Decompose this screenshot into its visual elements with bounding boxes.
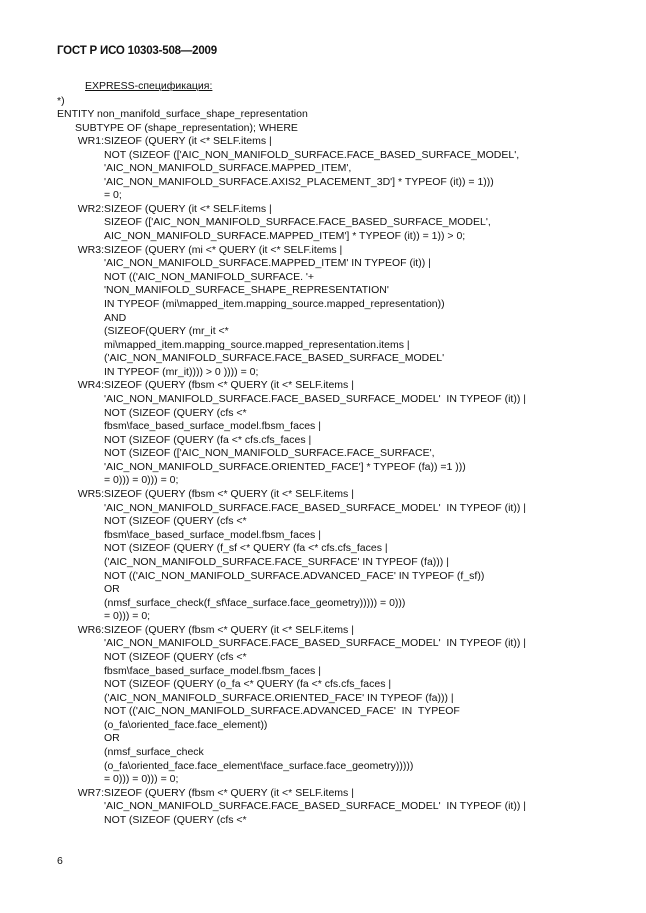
code-text: = 0))) = 0; <box>104 610 151 623</box>
code-text: (o_fa\oriented_face.face_element\face_surface.face_geometry))))) <box>104 759 414 772</box>
code-line <box>0 719 646 733</box>
code-text: OR <box>104 732 120 745</box>
code-text: SIZEOF (QUERY (fbsm <* QUERY (it <* SELF.items | <box>104 379 354 392</box>
code-text: SIZEOF (QUERY (it <* SELF.items | <box>104 135 272 147</box>
code-text: NOT (('AIC_NON_MANIFOLD_SURFACE. '+ <box>104 270 315 283</box>
code-line <box>0 556 646 570</box>
code-line <box>0 692 646 706</box>
code-line <box>0 814 646 828</box>
code-line <box>0 407 646 421</box>
code-line <box>0 597 646 611</box>
code-text: AIC_NON_MANIFOLD_SURFACE.MAPPED_ITEM'] * TYPEOF (it)) = 1)) > 0; <box>104 230 466 243</box>
entity-declaration: ENTITY non_manifold_surface_shape_representation <box>57 108 308 120</box>
code-block <box>0 135 646 827</box>
code-line <box>0 176 646 190</box>
rule-label: WR5: <box>77 488 104 501</box>
code-text: (nmsf_surface_check <box>104 746 204 759</box>
code-text: fbsm\face_based_surface_model.fbsm_faces | <box>104 420 321 433</box>
code-line <box>0 135 646 149</box>
comment-end: *) <box>57 95 65 107</box>
code-line <box>0 366 646 380</box>
code-line <box>0 325 646 339</box>
code-text: 'AIC_NON_MANIFOLD_SURFACE.FACE_BASED_SURFACE_MODEL' IN TYPEOF (it)) | <box>104 800 526 813</box>
code-text: mi\mapped_item.mapping_source.mapped_representation.items | <box>104 338 410 351</box>
code-line <box>0 244 646 258</box>
code-line <box>0 379 646 393</box>
code-text: 'AIC_NON_MANIFOLD_SURFACE.MAPPED_ITEM', <box>104 162 352 175</box>
code-line <box>0 339 646 353</box>
code-text: 'AIC_NON_MANIFOLD_SURFACE.MAPPED_ITEM' IN TYPEOF (it)) | <box>104 257 431 270</box>
code-text: 'AIC_NON_MANIFOLD_SURFACE.FACE_BASED_SURFACE_MODEL' IN TYPEOF (it)) | <box>104 392 526 405</box>
code-line <box>0 529 646 543</box>
code-line <box>0 570 646 584</box>
code-line <box>0 583 646 597</box>
code-line <box>0 705 646 719</box>
code-text: = 0))) = 0))) = 0; <box>104 474 179 487</box>
code-text: NOT (SIZEOF (QUERY (fa <* cfs.cfs_faces | <box>104 433 312 446</box>
code-line <box>0 800 646 814</box>
code-line <box>0 420 646 434</box>
code-line <box>0 393 646 407</box>
spec-heading: EXPRESS-спецификация: <box>85 80 213 92</box>
rule-label: WR4: <box>77 379 104 392</box>
code-text: fbsm\face_based_surface_model.fbsm_faces | <box>104 528 321 541</box>
code-line <box>0 651 646 665</box>
code-text: IN TYPEOF (mr_it)))) > 0 )))) = 0; <box>104 365 259 378</box>
code-line <box>0 298 646 312</box>
code-text: OR <box>104 583 120 596</box>
code-text: 'NON_MANIFOLD_SURFACE_SHAPE_REPRESENTATION' <box>104 284 389 297</box>
code-line <box>0 610 646 624</box>
code-text: SIZEOF (['AIC_NON_MANIFOLD_SURFACE.FACE_BASED_SURFACE_MODEL', <box>104 216 491 229</box>
code-text: NOT (SIZEOF (QUERY (cfs <* <box>104 406 247 419</box>
code-text: SIZEOF (QUERY (fbsm <* QUERY (it <* SELF.items | <box>104 786 354 799</box>
code-line <box>0 678 646 692</box>
code-line <box>0 271 646 285</box>
code-text: = 0; <box>104 189 122 202</box>
rule-label: WR3: <box>77 243 104 256</box>
rule-label: WR1: <box>77 135 104 147</box>
code-text: NOT (SIZEOF (QUERY (cfs <* <box>104 515 247 528</box>
code-line <box>0 488 646 502</box>
code-text: ('AIC_NON_MANIFOLD_SURFACE.FACE_BASED_SURFACE_MODEL' <box>104 352 445 365</box>
code-text: (nmsf_surface_check(f_sf\face_surface.face_geometry))))) = 0))) <box>104 596 406 609</box>
code-line <box>0 203 646 217</box>
code-line <box>0 542 646 556</box>
rule-label: WR6: <box>77 623 104 636</box>
page-number: 6 <box>57 855 63 867</box>
code-text: NOT (('AIC_NON_MANIFOLD_SURFACE.ADVANCED_FACE' IN TYPEOF <box>104 705 460 718</box>
code-text: 'AIC_NON_MANIFOLD_SURFACE.AXIS2_PLACEMENT_3D'] * TYPEOF (it)) = 1))) <box>104 175 494 188</box>
code-text: SIZEOF (QUERY (mi <* QUERY (it <* SELF.items | <box>104 243 343 256</box>
code-text: NOT (SIZEOF (QUERY (o_fa <* QUERY (fa <* cfs.cfs_faces | <box>104 678 392 691</box>
code-line <box>0 162 646 176</box>
rule-label: WR2: <box>77 202 104 215</box>
code-line <box>0 189 646 203</box>
code-line <box>0 515 646 529</box>
rule-label: WR7: <box>77 786 104 799</box>
code-line <box>0 746 646 760</box>
code-text: = 0))) = 0))) = 0; <box>104 773 179 786</box>
code-line <box>0 216 646 230</box>
code-line <box>0 352 646 366</box>
code-line <box>0 257 646 271</box>
document-header: ГОСТ Р ИСО 10303-508—2009 <box>57 45 217 57</box>
code-text: NOT (SIZEOF (QUERY (cfs <* <box>104 813 247 826</box>
code-line <box>0 447 646 461</box>
code-text: NOT (SIZEOF (['AIC_NON_MANIFOLD_SURFACE.FACE_BASED_SURFACE_MODEL', <box>104 148 520 161</box>
code-line <box>0 461 646 475</box>
code-line <box>0 474 646 488</box>
code-text: IN TYPEOF (mi\mapped_item.mapping_source.mapped_representation)) <box>104 297 445 310</box>
code-text: NOT (('AIC_NON_MANIFOLD_SURFACE.ADVANCED_FACE' IN TYPEOF (f_sf)) <box>104 569 485 582</box>
code-line <box>0 284 646 298</box>
code-line <box>0 732 646 746</box>
code-line <box>0 787 646 801</box>
code-text: NOT (SIZEOF (QUERY (cfs <* <box>104 650 247 663</box>
code-text: (o_fa\oriented_face.face_element)) <box>104 718 268 731</box>
code-text: 'AIC_NON_MANIFOLD_SURFACE.FACE_BASED_SURFACE_MODEL' IN TYPEOF (it)) | <box>104 501 526 514</box>
code-line <box>0 624 646 638</box>
code-text: SIZEOF (QUERY (fbsm <* QUERY (it <* SELF.items | <box>104 623 354 636</box>
code-line <box>0 149 646 163</box>
code-line <box>0 230 646 244</box>
code-line <box>0 502 646 516</box>
code-text: SIZEOF (QUERY (it <* SELF.items | <box>104 202 272 215</box>
code-text: fbsm\face_based_surface_model.fbsm_faces | <box>104 664 321 677</box>
code-text: 'AIC_NON_MANIFOLD_SURFACE.ORIENTED_FACE'] * TYPEOF (fa)) =1 ))) <box>104 460 466 473</box>
code-text: SIZEOF (QUERY (fbsm <* QUERY (it <* SELF.items | <box>104 488 354 501</box>
code-line <box>0 773 646 787</box>
code-text: NOT (SIZEOF (QUERY (f_sf <* QUERY (fa <* cfs.cfs_faces | <box>104 542 388 555</box>
code-text: AND <box>104 311 127 324</box>
code-line <box>0 665 646 679</box>
code-text: ('AIC_NON_MANIFOLD_SURFACE.FACE_SURFACE' IN TYPEOF (fa))) | <box>104 555 449 568</box>
code-text: (SIZEOF(QUERY (mr_it <* <box>104 325 229 338</box>
code-line <box>0 312 646 326</box>
code-line <box>0 434 646 448</box>
code-text: ('AIC_NON_MANIFOLD_SURFACE.ORIENTED_FACE' IN TYPEOF (fa))) | <box>104 691 454 704</box>
code-text: 'AIC_NON_MANIFOLD_SURFACE.FACE_BASED_SURFACE_MODEL' IN TYPEOF (it)) | <box>104 637 526 650</box>
code-line <box>0 760 646 774</box>
code-text: NOT (SIZEOF (['AIC_NON_MANIFOLD_SURFACE.FACE_SURFACE', <box>104 447 435 460</box>
subtype-declaration: SUBTYPE OF (shape_representation); WHERE <box>75 122 298 134</box>
code-line <box>0 637 646 651</box>
